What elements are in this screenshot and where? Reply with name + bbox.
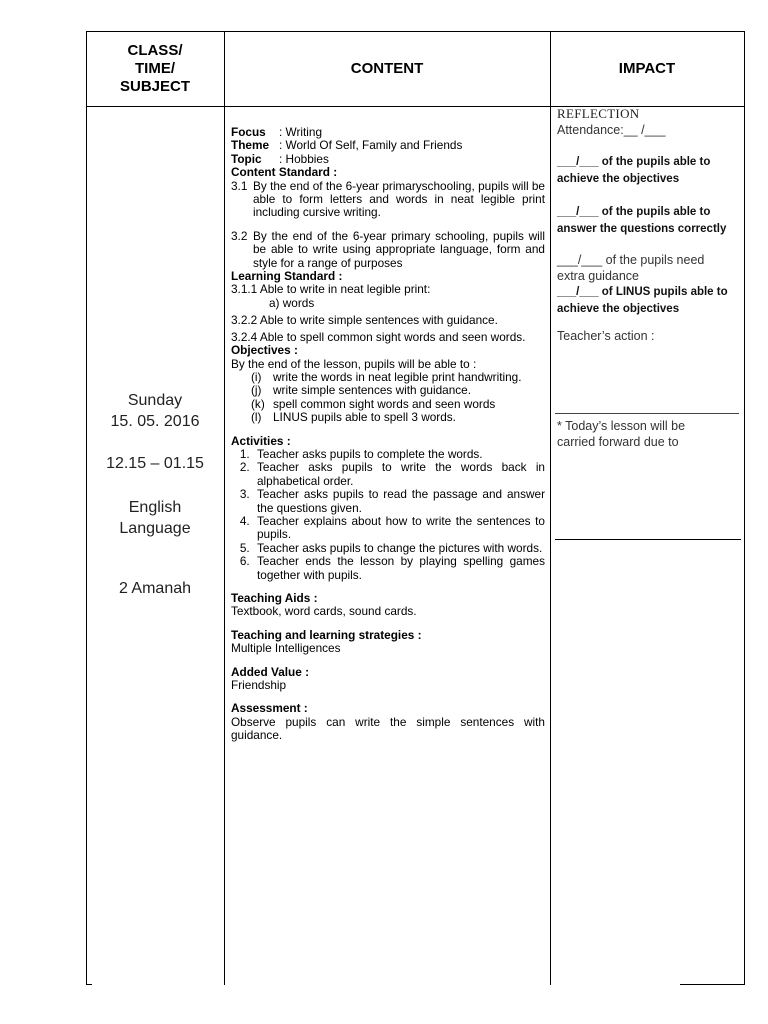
lesson-content: [231, 126, 545, 743]
objective-marker: (i): [251, 369, 262, 384]
lesson-day: Sunday: [127, 392, 183, 409]
carried-line-2: carried forward due to: [557, 435, 679, 449]
objective-text: write the words in neat legible print handwriting.: [273, 369, 522, 384]
content-standard-label: Content Standard :: [231, 165, 338, 180]
theme-label: Theme: [231, 138, 270, 153]
column-divider-1: [224, 31, 225, 985]
activities-label: Activities :: [231, 433, 291, 448]
objective-item: [231, 411, 545, 424]
answer-line-1: ___/___ of the pupils able to: [557, 206, 711, 218]
lesson-date: 15. 05. 2016: [110, 413, 200, 430]
header-subject-label: SUBJECT: [119, 78, 190, 95]
theme-row: [231, 139, 545, 152]
reflection-title: REFLECTION: [557, 106, 640, 121]
activity-item: 1. Teacher asks pupils to complete the words.: [253, 448, 545, 461]
focus-label: Focus: [231, 125, 266, 139]
learning-standard-1a: a) words: [269, 295, 315, 310]
added-value-value: Friendship: [231, 678, 287, 693]
objective-item: [231, 384, 545, 397]
teaching-aids-label: Teaching Aids :: [231, 591, 318, 605]
header-class-label: CLASS/: [127, 42, 183, 59]
learning-standard-label: Learning Standard :: [231, 269, 343, 284]
content-header: CONTENT: [350, 60, 424, 77]
impact-end-divider: [555, 539, 741, 540]
strategies-value: Multiple Intelligences: [231, 641, 341, 656]
linus-line-2: achieve the objectives: [557, 303, 680, 315]
activity-item: 6. Teacher ends the lesson by playing spelling games together with pupils.: [253, 555, 545, 582]
content-standard-2: [231, 230, 545, 270]
focus-row: [231, 126, 545, 139]
objective-item: [231, 371, 545, 384]
learning-standard-2: 3.2.2 Able to write simple sentences with guidance.: [231, 313, 498, 328]
table-top-border: [86, 31, 745, 32]
subject-line-2: Language: [119, 520, 191, 537]
teacher-action: Teacher’s action :: [557, 329, 655, 343]
assessment-value: Observe pupils can write the simple sentences with guidance.: [231, 714, 545, 743]
objective-text: write simple sentences with guidance.: [273, 383, 472, 398]
learning-standard-1: 3.1.1 Able to write in neat legible print:: [231, 282, 431, 297]
activities-list: [231, 448, 545, 582]
linus-line-1: ___/___ of LINUS pupils able to: [557, 286, 728, 298]
carry-forward-note: [557, 418, 743, 450]
guidance-line-1: ___/___ of the pupils need: [557, 253, 705, 267]
left-bottom-tick: [86, 984, 92, 985]
objective-text: spell common sight words and seen words: [273, 396, 496, 411]
activity-item: 2. Teacher asks pupils to write the words back in alphabetical order.: [253, 461, 545, 488]
answer-line-2: answer the questions correctly: [557, 223, 727, 235]
teaching-aids-value: Textbook, word cards, sound cards.: [231, 604, 417, 619]
attendance-line: Attendance:__ /___: [557, 123, 666, 137]
topic-row: [231, 153, 545, 166]
learning-standard-3: 3.2.4 Able to spell common sight words and seen words.: [231, 329, 526, 344]
guidance-line-2: extra guidance: [557, 269, 640, 283]
objective-marker: (k): [251, 396, 265, 411]
cs2-text: By the end of the 6-year primary schooling, pupils will be able to write using appropriate language, form and style for a range of purposes: [253, 228, 545, 270]
activity-item: 4. Teacher explains about how to write the sentences to pupils.: [253, 515, 545, 542]
objectives-intro: By the end of the lesson, pupils will be able to :: [231, 356, 477, 371]
table-right-border: [744, 31, 745, 985]
assessment-label: Assessment :: [231, 701, 308, 716]
content-standard-1: [231, 180, 545, 220]
lesson-subject: [86, 497, 224, 539]
strategies-label: Teaching and learning strategies :: [231, 627, 422, 642]
impact-header: IMPACT: [618, 60, 676, 77]
activity-item: 3. Teacher asks pupils to read the passage and answer the questions given.: [253, 488, 545, 515]
theme-value: : World Of Self, Family and Friends: [279, 138, 463, 153]
objective-marker: (j): [251, 383, 262, 398]
lesson-time: 12.15 – 01.15: [106, 455, 204, 472]
cs2-number: 3.2: [231, 228, 248, 243]
topic-value: : Hobbies: [279, 151, 329, 166]
lesson-class: 2 Amanah: [118, 580, 192, 597]
objective-item: [231, 398, 545, 411]
achieve-line-2: achieve the objectives: [557, 173, 680, 185]
cs1-number: 3.1: [231, 178, 248, 193]
topic-label: Topic: [231, 151, 262, 166]
subject-line-1: English: [128, 499, 182, 516]
right-bottom-tick: [680, 984, 745, 985]
objective-text: LINUS pupils able to spell 3 words.: [273, 410, 456, 425]
carried-line-1: * Today’s lesson will be: [557, 419, 686, 433]
cs1-text: By the end of the 6-year primaryschooling, pupils will be able to form letters and words in neat legible print including cursive writing.: [253, 178, 545, 220]
added-value-label: Added Value :: [231, 664, 310, 679]
impact-reflection: [557, 106, 743, 344]
column-divider-2: [550, 31, 551, 985]
focus-value: : Writing: [279, 125, 323, 139]
carry-forward-divider: [555, 413, 739, 414]
activity-item: 5. Teacher asks pupils to change the pictures with words.: [253, 542, 545, 555]
header-time-label: TIME/: [135, 60, 175, 77]
achieve-line-1: ___/___ of the pupils able to: [557, 156, 711, 168]
objective-marker: (l): [251, 410, 262, 425]
objectives-label: Objectives :: [231, 343, 298, 358]
class-time-subject-header: [86, 42, 224, 96]
